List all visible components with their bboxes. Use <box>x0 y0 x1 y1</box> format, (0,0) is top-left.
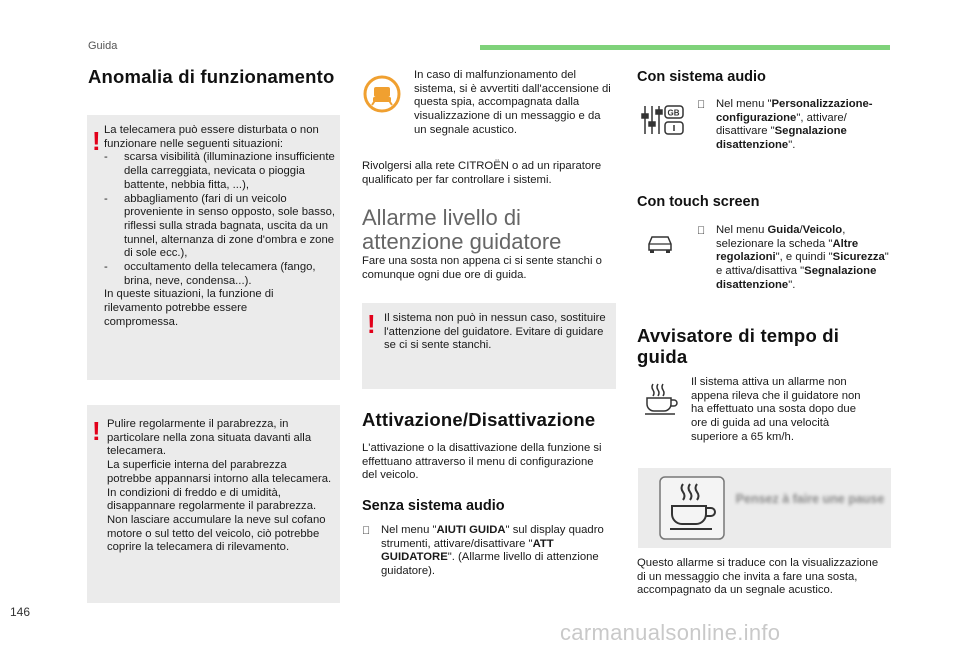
box1-intro: La telecamera può essere disturbata o non funzionare nelle seguenti situazioni: <box>104 124 319 150</box>
senza-audio-text: Nel menu "AIUTI GUIDA" sul display quadro strumenti, attivare/disattivare "ATT GUIDATORE". (Allarme livello di attenzione guidatore). <box>381 524 604 578</box>
header-accent-bar <box>480 45 890 50</box>
title-avvisatore-1: Avvisatore di tempo di <box>637 325 840 346</box>
lane-warning-lamp-icon <box>362 74 402 114</box>
warning-box-2-text <box>107 418 332 555</box>
final-text: Questo allarme si traduce con la visualizzazione di un messaggio che invita a fare una sosta, accompagnato da un segnale acustico. <box>637 557 879 597</box>
touch-screen-text: Nel menu Guida/Veicolo, selezionare la scheda "Altre regolazioni", e quindi "Sicurezza" e attiva/disattiva "Segnalazione disattenzione". <box>716 224 889 291</box>
dealer-text: Rivolgersi alla rete CITROËN o ad un riparatore qualificato per far controllare i sistemi. <box>362 160 602 186</box>
warning-icon: ! <box>92 416 101 446</box>
title-allarme-1: Allarme livello di <box>362 205 521 230</box>
bullet-icon <box>697 225 705 237</box>
title-avvisatore-2: guida <box>637 346 688 367</box>
watermark: carmanualsonline.info <box>560 620 781 645</box>
box2-line: La superficie interna del parabrezza potrebbe appannarsi intorno alla telecamera. In condizioni di freddo e di umidità, disappannare regolarmente il parabrezza. <box>107 459 332 513</box>
avvisatore-text: Il sistema attiva un allarme non appena rileva che il guidatore non ha effettuato una sosta dopo due ore di guida ad una velocità superiore a 65 km/h. <box>691 376 861 443</box>
box2-line: Non lasciare accumulare la neve sul cofano motore o sul tetto del veicolo, ciò potrebbe coprire la telecamera di rilevamento. <box>107 513 326 554</box>
title-senza-audio: Senza sistema audio <box>362 498 505 514</box>
warning-box-1-text <box>104 124 336 330</box>
coffee-cup-icon <box>643 382 681 416</box>
allarme-text: Fare una sosta non appena ci si sente stanchi o comunque ogni due ore di guida. <box>362 255 602 281</box>
title-touch-screen: Con touch screen <box>637 194 760 210</box>
pause-message: Pensez à faire une pause <box>735 492 885 506</box>
bullet-icon <box>362 525 370 537</box>
title-anomalia: Anomalia di funzionamento <box>88 66 335 87</box>
list-item: - occultamento della telecamera (fango, brina, neve, condensa...). <box>104 261 336 288</box>
page-number: 146 <box>10 605 31 619</box>
warning-box-3-text: Il sistema non può in nessun caso, sostituire l'attenzione del guidatore. Evitare di guidare se ci si sente stanchi. <box>384 312 606 352</box>
malfunction-text: In caso di malfunzionamento del sistema, si è avvertiti dall'accensione di questa spia, accompagnata dalla visualizzazione di un messaggio e da un segnale acustico. <box>414 69 611 136</box>
box1-outro: In queste situazioni, la funzione di rilevamento potrebbe essere compromessa. <box>104 288 274 328</box>
warning-icon: ! <box>367 309 376 339</box>
box2-line: Pulire regolarmente il parabrezza, in particolare nella zona situata davanti alla telecamera. <box>107 418 312 458</box>
warning-icon: ! <box>92 126 101 156</box>
list-item: - scarsa visibilità (illuminazione insufficiente della carreggiata, nevicata o pioggia battente, nebbia fitta, ...), <box>104 151 336 192</box>
title-con-audio: Con sistema audio <box>637 69 766 85</box>
car-icon <box>645 232 675 254</box>
coffee-display-icon <box>659 476 725 540</box>
title-allarme-2: attenzione guidatore <box>362 229 562 254</box>
svg-text:GB: GB <box>667 108 680 118</box>
bullet-icon <box>697 99 705 111</box>
attivazione-text: L'attivazione o la disattivazione della funzione si effettuano attraverso il menu di configurazione del veicolo. <box>362 442 602 482</box>
section-label: Guida <box>88 40 118 52</box>
con-audio-text: Nel menu "Personalizzazione-configurazione", attivare/ disattivare "Segnalazione disattenzione". <box>716 98 873 152</box>
list-item: - abbagliamento (fari di un veicolo proveniente in senso opposto, sole basso, riflessi sulla strada bagnata, uscita da un tunnel, alternanza di zone d'ombra e zone di sole ecc.), <box>104 193 336 262</box>
audio-settings-icon <box>641 102 687 138</box>
title-attivazione: Attivazione/Disattivazione <box>362 409 596 430</box>
